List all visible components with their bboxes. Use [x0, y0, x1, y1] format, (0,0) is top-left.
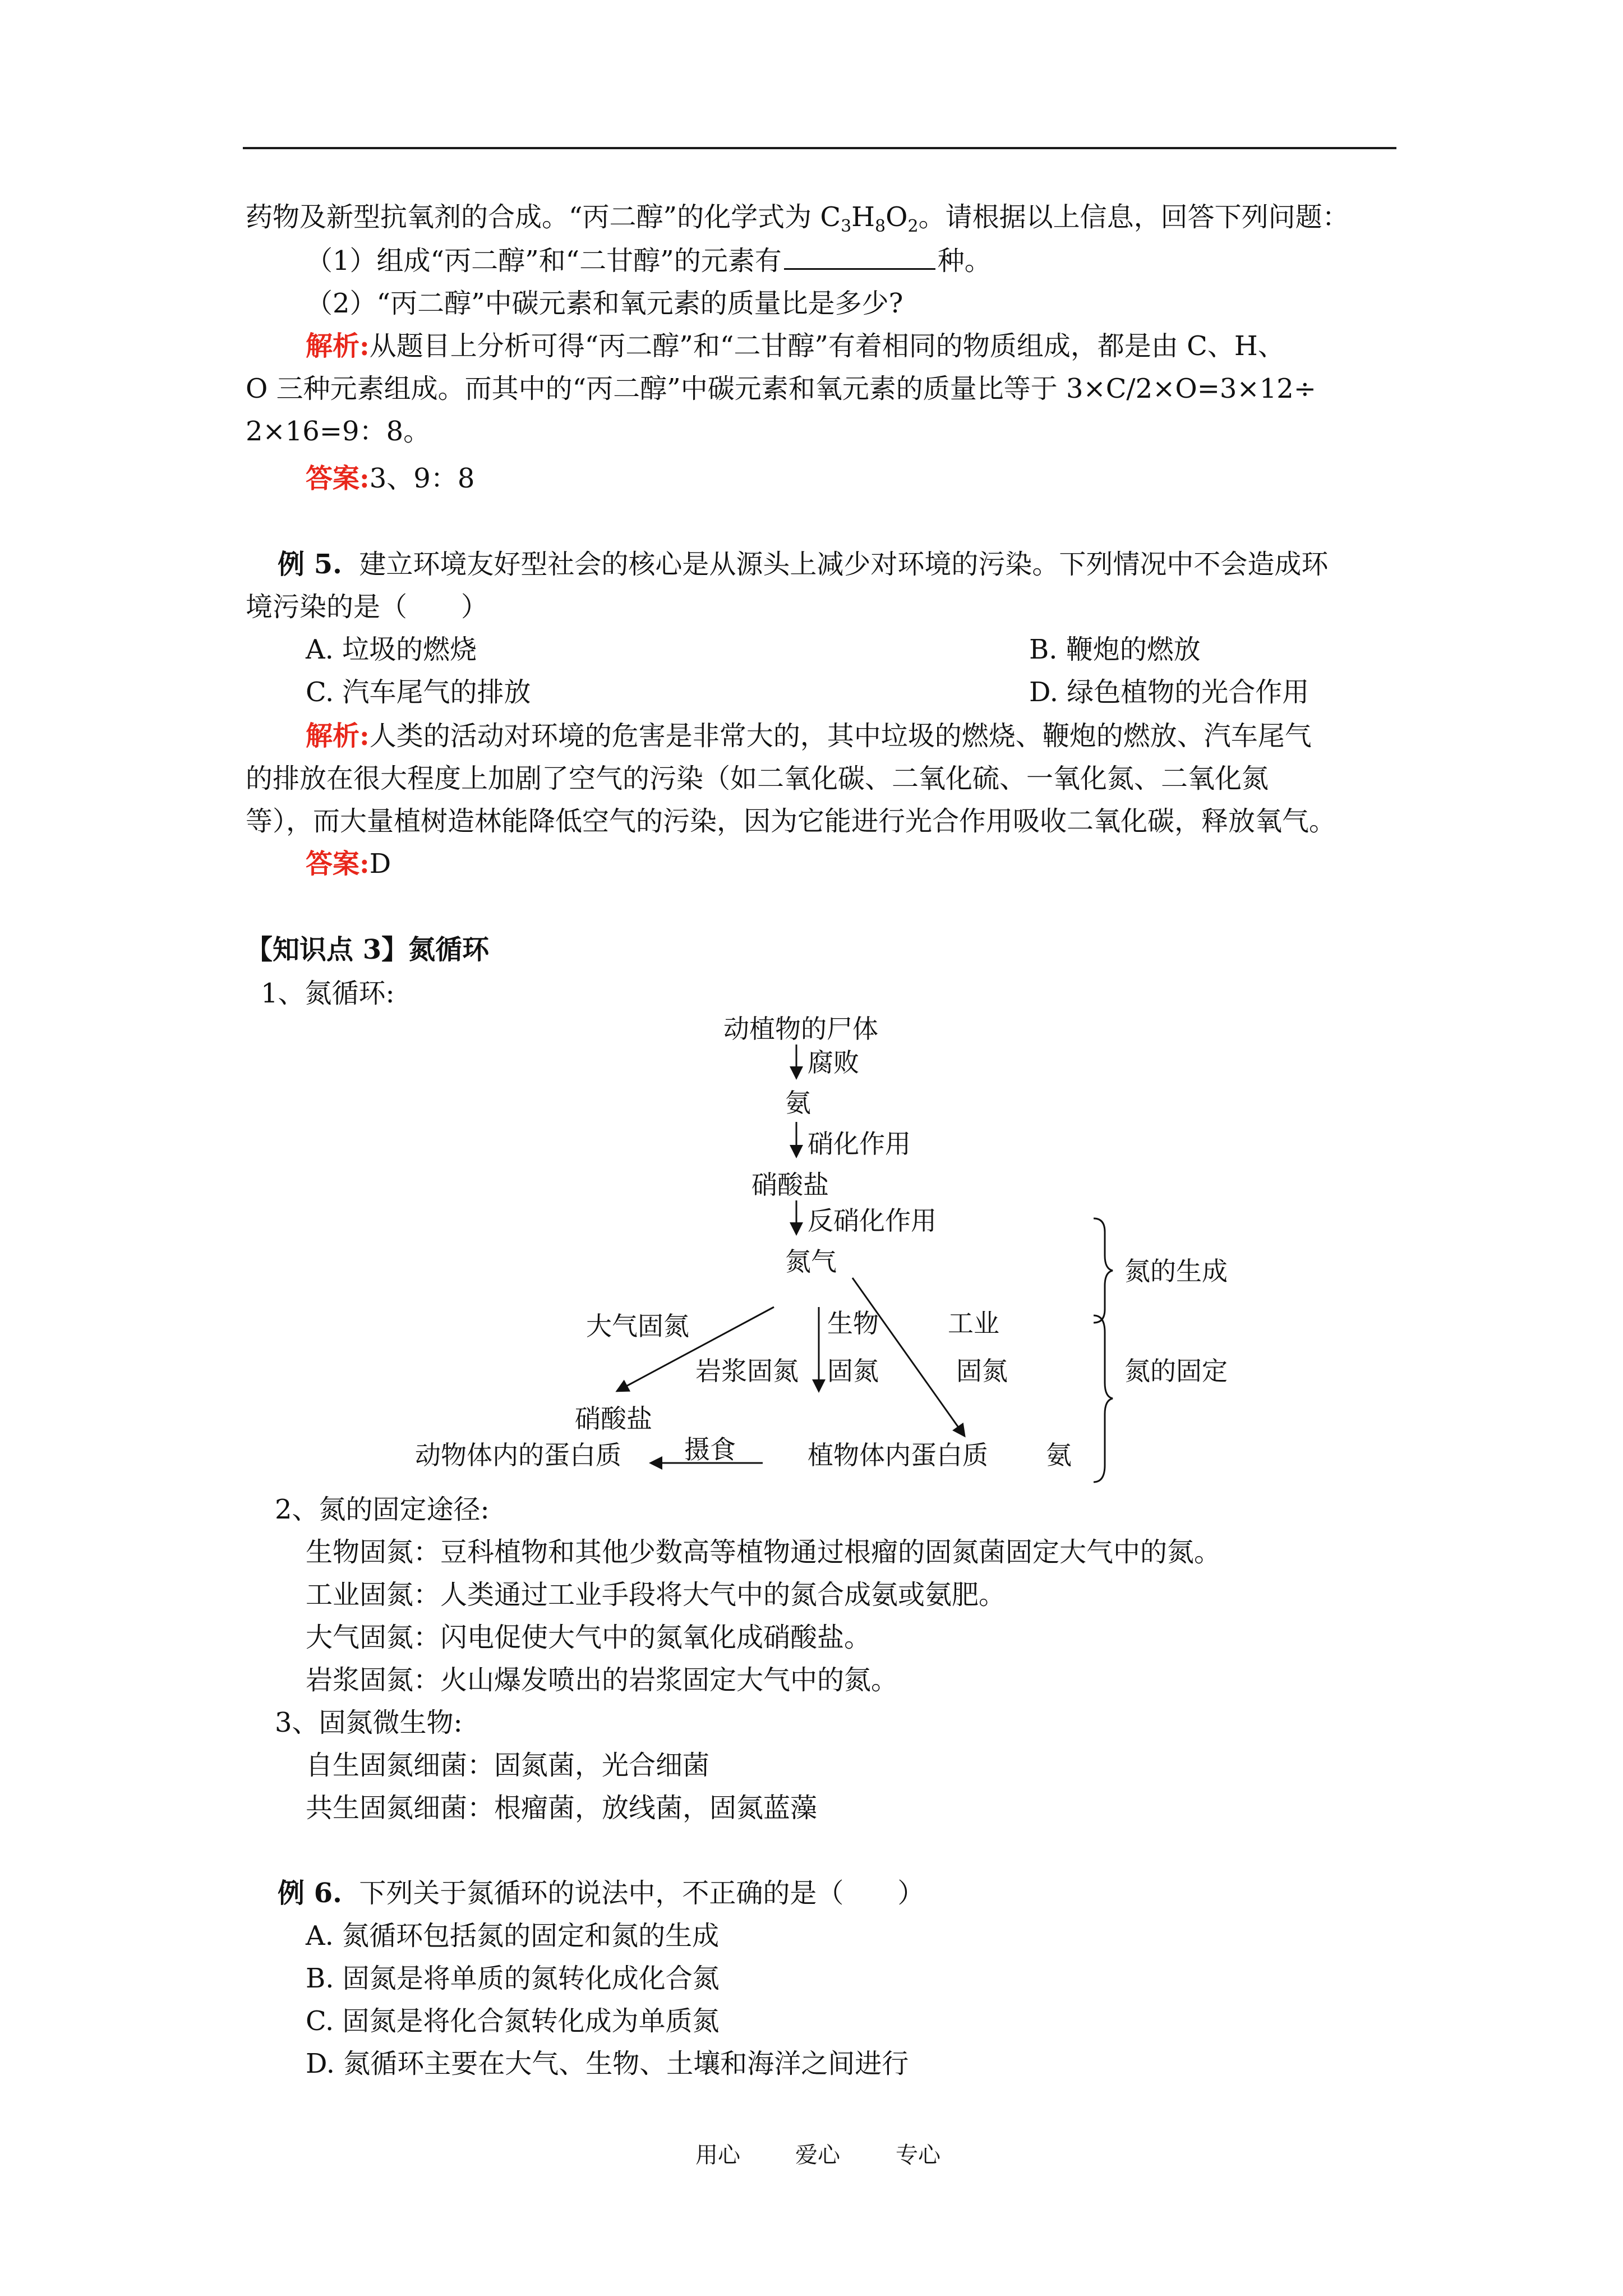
ex5-stem-line2: 境污染的是（ ） [246, 591, 488, 623]
kp3-heading: 【知识点 3】氮循环 [246, 934, 490, 965]
q4-intro: 药物及新型抗氧剂的合成。“丙二醇”的化学式为 $C_3H_8O_2$。请根据以上信息，回答下列问题： [246, 201, 1349, 236]
ex6-label: 例 6. [278, 1878, 342, 1909]
brace-label-generation: 氮的生成 [1124, 1256, 1228, 1286]
q4-analysis-line1: 解析:从题目上分析可得“丙二醇”和“二甘醇”有着相同的物质组成，都是由 C、H、 [306, 330, 1285, 362]
node-plant-protein: 植物体内蛋白质 [808, 1440, 988, 1470]
q4-subq2: （2）“丙二醇”中碳元素和氧元素的质量比是多少? [306, 288, 903, 319]
kp3-item3: 3、固氮微生物: [275, 1707, 463, 1738]
node-ammonia-top: 氨 [785, 1088, 811, 1118]
ex6-option-a: A. 氮循环包括氮的固定和氮的生成 [306, 1920, 720, 1952]
answer-label: 答案: [306, 463, 370, 494]
ex5-analysis-line3: 等），而大量植树造林能降低空气的污染，因为它能进行光合作用吸收二氧化碳，释放氧气。 [246, 806, 1336, 837]
ex5-option-c: C. 汽车尾气的排放 [306, 677, 531, 708]
ex5-analysis-line1: 解析:人类的活动对环境的危害是非常大的，其中垃圾的燃烧、鞭炮的燃放、汽车尾气 [306, 720, 1312, 752]
node-ammonia-right: 氨 [1046, 1440, 1072, 1470]
edge-atmospheric-fixation-label: 大气固氮 [586, 1311, 689, 1341]
ex6-option-c: C. 固氮是将化合氮转化成为单质氮 [306, 2005, 720, 2037]
node-nitrogen-gas: 氮气 [785, 1246, 837, 1277]
fixation-bio: 生物固氮：豆科植物和其他少数高等植物通过根瘤的固氮菌固定大气中的氮。 [306, 1536, 1221, 1568]
footer-word-3: 专心 [896, 2142, 940, 2168]
footer-word-2: 爱心 [795, 2142, 840, 2168]
answer-blank [784, 243, 935, 270]
footer-word-1: 用心 [695, 2142, 740, 2168]
ex5-stem-line1: 例 5. 建立环境友好型社会的核心是从源头上减少对环境的污染。下列情况中不会造成环 [278, 549, 1329, 580]
kp3-item1: 1、氮循环: [261, 978, 395, 1009]
fixation-industrial: 工业固氮：人类通过工业手段将大气中的氮合成氨或氨肥。 [306, 1579, 1006, 1611]
edge-industrial-fixation-label-1: 工业 [948, 1308, 999, 1338]
kp3-item2: 2、氮的固定途径: [275, 1494, 490, 1525]
ex5-options-cd [306, 675, 1539, 710]
node-nitrate-top: 硝酸盐 [751, 1170, 829, 1200]
brace-nitrogen-fixation [1094, 1315, 1113, 1482]
analysis-label: 解析: [306, 330, 370, 362]
nitrogen-cycle-diagram [393, 1010, 1279, 1487]
node-nitrate-left: 硝酸盐 [575, 1404, 652, 1434]
edge-nitrification-label: 硝化作用 [808, 1129, 911, 1159]
edge-bio-fixation-label-1: 生物 [827, 1308, 879, 1338]
ex5-analysis-line2: 的排放在很大程度上加剧了空气的污染（如二氧化碳、二氧化硫、一氧化氮、二氧化氮 [246, 763, 1269, 794]
ex6-option-d: D. 氮循环主要在大气、生物、土壤和海洋之间进行 [306, 2048, 909, 2079]
brace-nitrogen-generation [1094, 1218, 1113, 1323]
answer-label: 答案: [306, 848, 370, 880]
ex5-answer: 答案:D [306, 848, 391, 880]
ex6-option-b: B. 固氮是将单质的氮转化成化合氮 [306, 1963, 720, 1994]
brace-label-fixation: 氮的固定 [1124, 1356, 1228, 1386]
fixation-rock: 岩浆固氮：火山爆发喷出的岩浆固定大气中的氮。 [306, 1664, 898, 1696]
q4-subq1: （1）组成“丙二醇”和“二甘醇”的元素有 种。 [306, 243, 992, 278]
microbes-symbiotic: 共生固氮细菌：根瘤菌，放线菌，固氮蓝藻 [306, 1792, 818, 1824]
edge-industrial-fixation-label-2: 固氮 [956, 1356, 1008, 1386]
analysis-label: 解析: [306, 720, 370, 752]
edge-decay-label: 腐败 [808, 1047, 859, 1078]
ex5-option-a: A. 垃圾的燃烧 [306, 634, 477, 665]
edge-rock-fixation-label: 岩浆固氮 [695, 1356, 799, 1386]
microbes-free-living: 自生固氮细菌：固氮菌，光合细菌 [306, 1750, 710, 1781]
header-rule [243, 147, 1396, 149]
edge-ingest-label: 摄食 [684, 1434, 736, 1465]
ex5-label: 例 5. [278, 549, 342, 580]
ex6-stem: 例 6. 下列关于氮循环的说法中，不正确的是（ ） [278, 1878, 925, 1909]
edge-bio-fixation-label-2: 固氮 [827, 1356, 879, 1386]
ex5-option-b: B. 鞭炮的燃放 [1029, 634, 1201, 665]
node-corpse: 动植物的尸体 [723, 1014, 878, 1044]
ex5-options-ab [306, 632, 1539, 667]
q4-analysis-line3: 2×16=9：8。 [246, 416, 431, 447]
q4-analysis-line2: O 三种元素组成。而其中的“丙二醇”中碳元素和氧元素的质量比等于 3×C/2×O=3×12÷ [246, 373, 1316, 404]
q4-answer: 答案:3、9：8 [306, 463, 475, 494]
fixation-atmospheric: 大气固氮：闪电促使大气中的氮氧化成硝酸盐。 [306, 1622, 872, 1653]
ex5-option-d: D. 绿色植物的光合作用 [1029, 677, 1310, 708]
edge-denitrification-label: 反硝化作用 [808, 1205, 937, 1236]
node-animal-protein: 动物体内的蛋白质 [415, 1440, 621, 1470]
